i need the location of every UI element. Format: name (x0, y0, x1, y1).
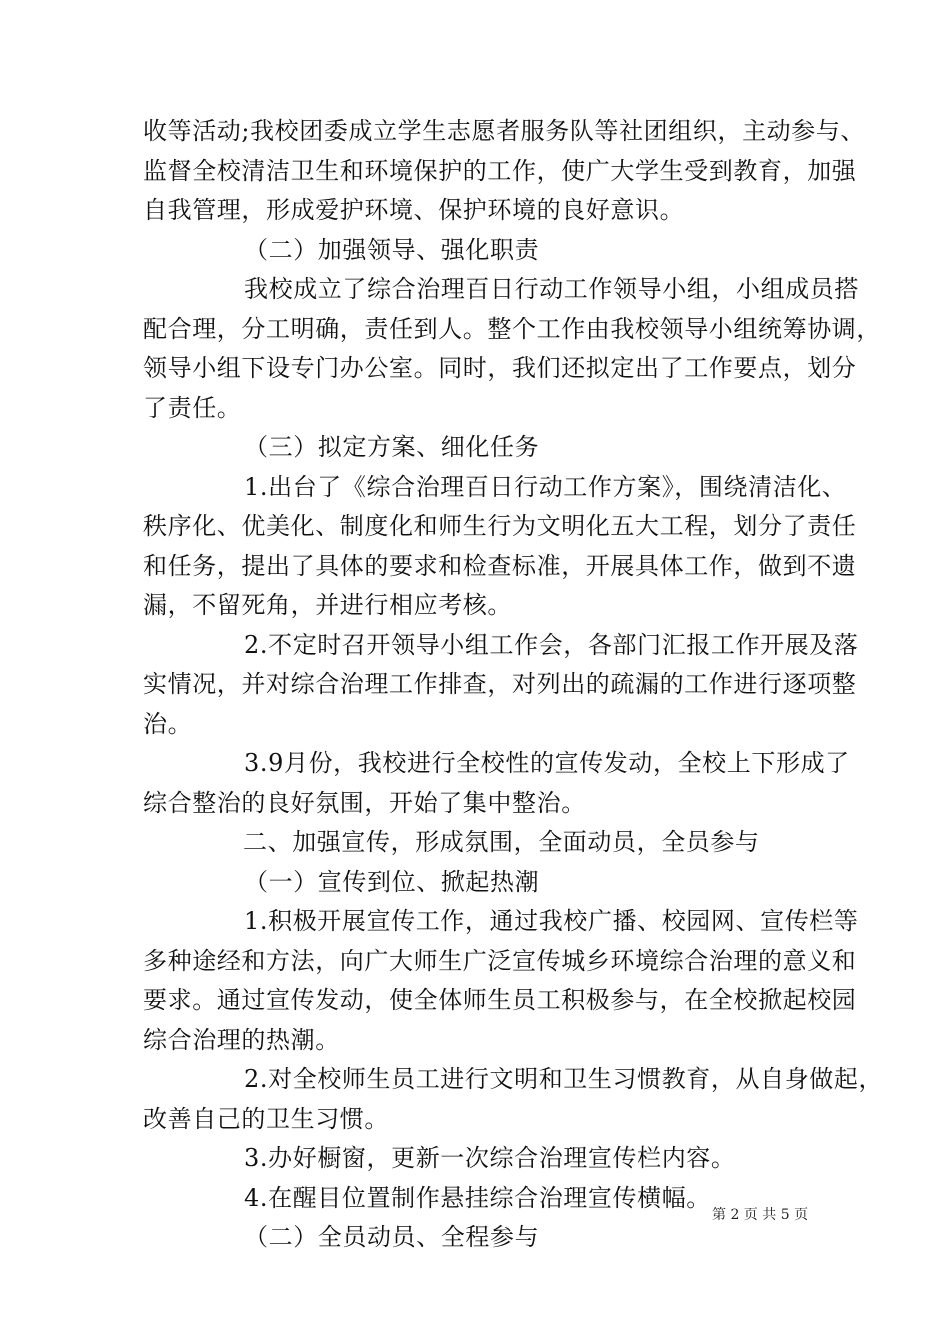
paragraph-line: 了责任。 (143, 393, 242, 422)
indented-line: 3.9月份，我校进行全校性的宣传发动，全校上下形成了 (244, 749, 850, 777)
paragraph-line: 实情况，并对综合治理工作排查，对列出的疏漏的工作进行逐项整 (143, 670, 857, 698)
paragraph-line: 领导小组下设专门办公室。同时，我们还拟定出了工作要点，划分 (143, 354, 857, 382)
document-body (143, 112, 884, 1258)
indented-line: （一）宣传到位、掀起热潮 (244, 867, 540, 896)
indented-line: 2.不定时召开领导小组工作会，各部门汇报工作开展及落 (244, 630, 859, 659)
paragraph-line: 漏，不留死角，并进行相应考核。 (143, 591, 512, 619)
paragraph-line: 改善自己的卫生习惯。 (143, 1104, 389, 1133)
paragraph-line: 治。 (143, 709, 193, 738)
paragraph-line: 自我管理，形成爱护环境、保护环境的良好意识。 (143, 196, 685, 224)
indented-line: （二）全员动员、全程参与 (244, 1223, 540, 1251)
indented-line: 1.积极开展宣传工作，通过我校广播、校园网、宣传栏等 (244, 907, 859, 935)
paragraph-line: 综合治理的热潮。 (143, 1025, 340, 1054)
paragraph-line: 要求。通过宣传发动，使全体师生员工积极参与，在全校掀起校园 (143, 986, 857, 1014)
indented-line: 3.办好橱窗，更新一次综合治理宣传栏内容。 (244, 1144, 736, 1172)
paragraph-line: 监督全校清洁卫生和环境保护的工作，使广大学生受到教育，加强 (143, 156, 857, 185)
paragraph-line: 多种途经和方法，向广大师生广泛宣传城乡环境综合治理的意义和 (143, 946, 857, 975)
indented-line: （二）加强领导、强化职责 (244, 235, 540, 264)
indented-line: 1.出台了《综合治理百日行动工作方案》，围绕清洁化、 (244, 472, 847, 501)
paragraph-line: 收等活动;我校团委成立学生志愿者服务队等社团组织，主动参与、 (143, 117, 866, 145)
paragraph-line: 秩序化、优美化、制度化和师生行为文明化五大工程，划分了责任 (143, 512, 857, 540)
indented-line: 2.对全校师生员工进行文明和卫生习惯教育，从自身做起， (244, 1065, 884, 1093)
indented-line: （三）拟定方案、细化任务 (244, 433, 540, 461)
indented-line: 我校成立了综合治理百日行动工作领导小组，小组成员搭 (244, 275, 859, 303)
paragraph-line: 综合整治的良好氛围，开始了集中整治。 (143, 788, 586, 817)
paragraph-line: 和任务，提出了具体的要求和检查标准，开展具体工作，做到不遗 (143, 551, 857, 580)
paragraph-line: 配合理，分工明确，责任到人。整个工作由我校领导小组统筹协调， (143, 314, 881, 343)
indented-line: 4.在醒目位置制作悬挂综合治理宣传横幅。 (244, 1183, 711, 1212)
page-number-footer: 第 2 页 共 5 页 (712, 1207, 809, 1223)
section-heading-line: 二、加强宣传，形成氛围，全面动员，全员参与 (243, 828, 760, 856)
